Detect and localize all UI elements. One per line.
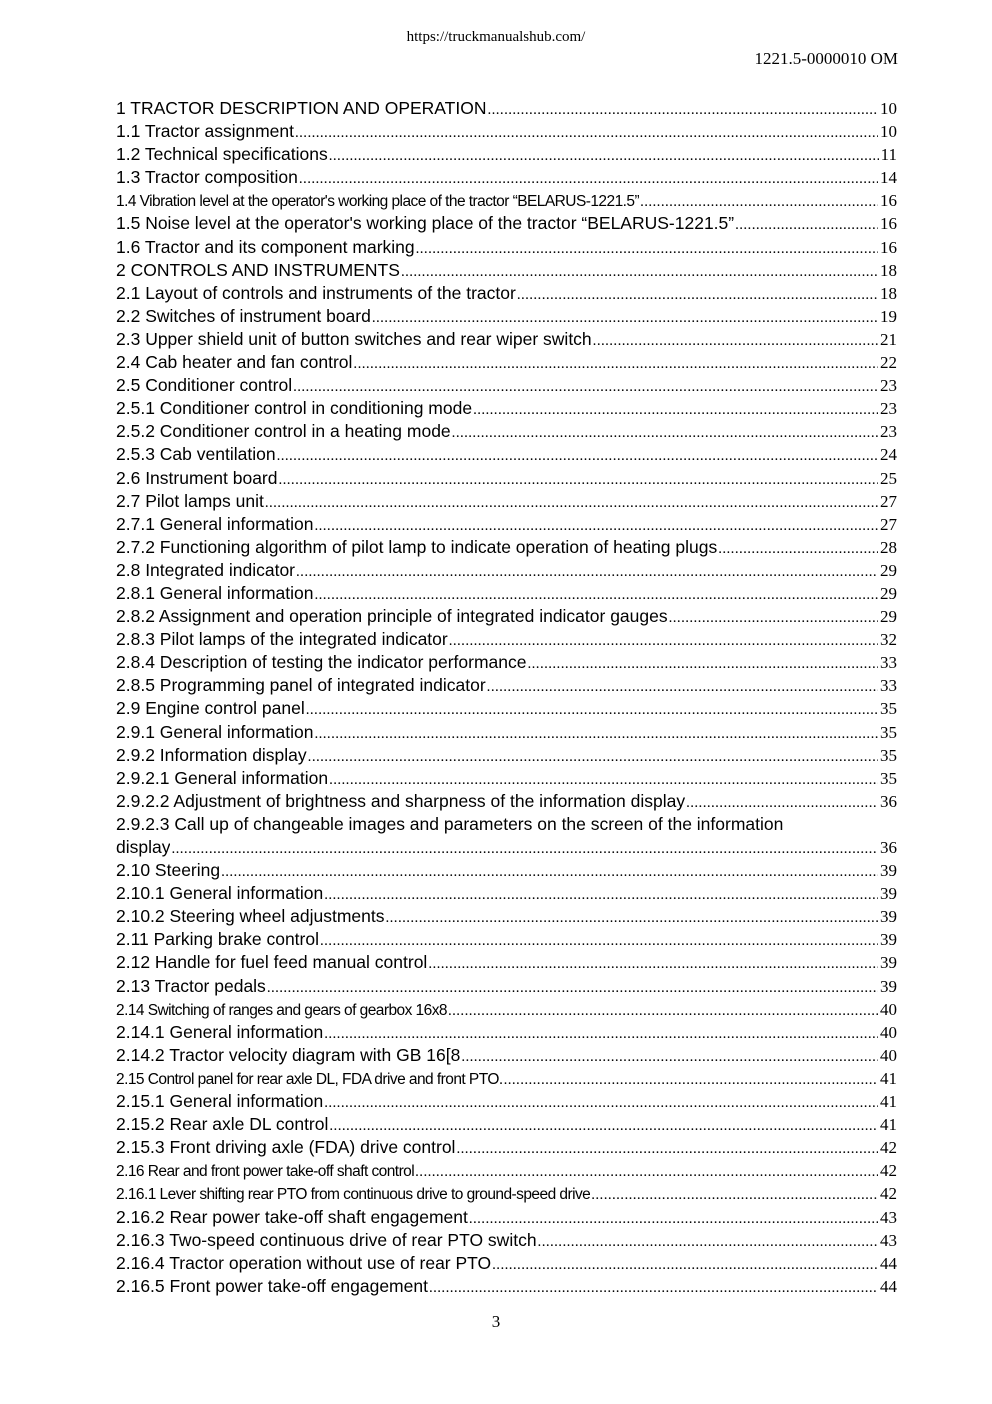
toc-entry-page: 29	[880, 607, 897, 627]
toc-dot-leader	[461, 1046, 878, 1069]
toc-entry-page: 33	[880, 676, 897, 696]
toc-entry-page: 39	[880, 953, 897, 973]
toc-entry-page: 16	[880, 214, 897, 234]
toc-dot-leader	[528, 653, 879, 676]
page-number: 3	[491, 1312, 501, 1331]
toc-entry-title: 2.7 Pilot lamps unit	[116, 490, 264, 511]
toc-dot-leader	[718, 538, 878, 561]
toc-entry[interactable]	[116, 120, 897, 143]
toc-entry-title: 2.13 Tractor pedals	[116, 975, 266, 996]
toc-entry-page: 23	[880, 399, 897, 419]
toc-entry[interactable]	[116, 1113, 897, 1136]
toc-dot-leader	[277, 445, 878, 468]
toc-entry-title: 2.8.1 General information	[116, 582, 314, 603]
toc-dot-leader	[299, 168, 878, 191]
toc-entry[interactable]	[116, 305, 897, 328]
toc-entry-page: 36	[880, 791, 897, 811]
toc-entry-title: 2.9.2.1 General information	[116, 767, 329, 788]
toc-entry[interactable]	[116, 1159, 897, 1182]
toc-entry-page: 39	[880, 930, 897, 950]
toc-entry-title: 2.8.5 Programming panel of integrated indicator	[116, 675, 486, 696]
toc-dot-leader	[401, 261, 878, 284]
toc-dot-leader	[456, 1138, 878, 1161]
toc-entry[interactable]	[116, 836, 897, 859]
toc-entry-title: 2.12 Handle for fuel feed manual control	[116, 952, 428, 973]
toc-entry-page: 39	[880, 884, 897, 904]
toc-entry-title: 2.5 Conditioner control	[116, 375, 293, 396]
toc-entry[interactable]	[116, 97, 897, 120]
toc-dot-leader	[320, 930, 878, 953]
toc-dot-leader	[221, 861, 878, 884]
toc-entry[interactable]	[116, 397, 897, 420]
toc-dot-leader	[487, 99, 878, 122]
toc-entry[interactable]	[116, 928, 897, 951]
toc-entry-page: 16	[880, 191, 897, 211]
toc-entry[interactable]	[116, 1206, 897, 1229]
toc-entry[interactable]	[116, 143, 897, 166]
toc-entry-title: 2.9.1 General information	[116, 721, 314, 742]
toc-entry-title: 2.8.3 Pilot lamps of the integrated indicator	[116, 629, 448, 650]
toc-entry-page: 40	[880, 1045, 897, 1065]
toc-entry[interactable]	[116, 674, 897, 697]
toc-entry[interactable]	[116, 1252, 897, 1275]
toc-entry-page: 11	[880, 145, 897, 165]
toc-entry-page: 32	[880, 630, 897, 650]
toc-entry-page: 35	[880, 699, 897, 719]
toc-dot-leader	[428, 953, 878, 976]
toc-entry[interactable]	[116, 374, 897, 397]
toc-dot-leader	[295, 122, 878, 145]
toc-entry-title: 2.8.4 Description of testing the indicator performance	[116, 652, 527, 673]
toc-dot-leader	[469, 1208, 878, 1231]
toc-dot-leader	[487, 676, 878, 699]
toc-entry-title: 2.16.3 Two-speed continuous drive of rear PTO switch	[116, 1229, 537, 1250]
toc-entry[interactable]	[116, 1275, 897, 1298]
toc-entry[interactable]	[116, 212, 897, 235]
toc-entry-page: 41	[880, 1115, 897, 1135]
toc-entry-page: 41	[880, 1092, 897, 1112]
toc-dot-leader	[640, 191, 878, 214]
toc-entry-title: 2.4 Cab heater and fan control	[116, 352, 353, 373]
toc-dot-leader	[429, 1277, 878, 1300]
toc-dot-leader	[452, 422, 878, 445]
toc-entry-page: 42	[880, 1138, 897, 1158]
toc-dot-leader	[473, 399, 878, 422]
toc-entry[interactable]	[116, 697, 897, 720]
toc-entry-page: 40	[880, 999, 897, 1019]
toc-entry-title: 2.9.2 Information display	[116, 744, 307, 765]
toc-dot-leader	[293, 376, 878, 399]
toc-dot-leader	[314, 515, 878, 538]
toc-entry[interactable]	[116, 651, 897, 674]
toc-entry-title: 2.15.2 Rear axle DL control	[116, 1114, 329, 1135]
toc-entry[interactable]	[116, 1182, 897, 1205]
toc-entry-title: 1.2 Technical specifications	[116, 144, 328, 165]
toc-entry[interactable]	[116, 236, 897, 259]
toc-entry-title: 2.2 Switches of instrument board	[116, 305, 371, 326]
toc-entry-page: 29	[880, 560, 897, 580]
toc-entry-title: 2.14.1 General information	[116, 1021, 324, 1042]
toc-entry-title: 2 CONTROLS AND INSTRUMENTS	[116, 259, 400, 280]
toc-dot-leader	[416, 238, 878, 261]
toc-entry-page: 21	[880, 329, 897, 349]
toc-dot-leader	[386, 907, 879, 930]
toc-entry[interactable]	[116, 882, 897, 905]
toc-entry-page: 39	[880, 976, 897, 996]
toc-entry-page: 43	[880, 1207, 897, 1227]
toc-entry-title: 2.9.2.2 Adjustment of brightness and sharpness of the information display	[116, 790, 686, 811]
toc-entry[interactable]	[116, 189, 897, 212]
toc-entry[interactable]	[116, 259, 897, 282]
toc-entry[interactable]	[116, 1067, 897, 1090]
toc-entry-title: 2.1 Layout of controls and instruments of the tractor	[116, 282, 516, 303]
toc-entry[interactable]	[116, 490, 897, 513]
toc-entry[interactable]	[116, 582, 897, 605]
toc-entry-title: 2.16.2 Rear power take-off shaft engagement	[116, 1206, 468, 1227]
toc-entry-title: 1 TRACTOR DESCRIPTION AND OPERATION	[116, 98, 487, 118]
toc-dot-leader	[267, 977, 878, 1000]
toc-entry[interactable]	[116, 443, 897, 466]
toc-entry-page: 35	[880, 745, 897, 765]
toc-entry[interactable]	[116, 767, 897, 790]
toc-entry-page: 35	[880, 722, 897, 742]
toc-entry[interactable]	[116, 467, 897, 490]
toc-dot-leader	[324, 1092, 878, 1115]
toc-entry-title: 2.7.1 General information	[116, 513, 314, 534]
toc-entry-page: 40	[880, 1022, 897, 1042]
toc-dot-leader	[669, 607, 878, 630]
toc-entry[interactable]	[116, 744, 897, 767]
toc-entry-page: 23	[880, 376, 897, 396]
toc-entry-title: 1.6 Tractor and its component marking	[116, 236, 415, 257]
toc-entry[interactable]	[116, 605, 897, 628]
toc-entry-page: 18	[880, 260, 897, 280]
toc-entry-page: 41	[880, 1068, 897, 1088]
toc-entry-title: 2.15.1 General information	[116, 1091, 324, 1112]
toc-entry-title: 2.9 Engine control panel	[116, 698, 305, 719]
toc-entry[interactable]	[116, 721, 897, 744]
toc-dot-leader	[593, 330, 878, 353]
toc-entry[interactable]	[116, 536, 897, 559]
toc-entry-title: 2.16 Rear and front power take-off shaft control	[116, 1163, 415, 1181]
toc-dot-leader	[278, 469, 878, 492]
toc-entry-page: 25	[880, 468, 897, 488]
toc-entry-page: 39	[880, 861, 897, 881]
toc-entry[interactable]	[116, 328, 897, 351]
toc-dot-leader	[314, 723, 878, 746]
toc-entry[interactable]	[116, 1090, 897, 1113]
toc-entry-title: 2.14.2 Tractor velocity diagram with GB 16[8	[116, 1044, 461, 1065]
toc-entry-title: 2.5.1 Conditioner control in conditioning mode	[116, 398, 473, 419]
toc-dot-leader	[265, 492, 878, 515]
toc-entry-page: 44	[880, 1276, 897, 1296]
toc-entry-title: 2.15 Control panel for rear axle DL, FDA drive and front PTO.	[116, 1070, 503, 1088]
toc-entry-page: 19	[880, 306, 897, 326]
toc-entry[interactable]	[116, 282, 897, 305]
toc-entry[interactable]	[116, 1136, 897, 1159]
toc-entry[interactable]	[116, 859, 897, 882]
toc-entry-page: 39	[880, 907, 897, 927]
toc-entry-page: 23	[880, 422, 897, 442]
toc-entry-page: 14	[880, 168, 897, 188]
toc-entry[interactable]	[116, 998, 897, 1021]
toc-entry-title: 2.8 Integrated indicator	[116, 559, 296, 580]
toc-dot-leader	[296, 561, 878, 584]
toc-entry-page: 36	[880, 838, 897, 857]
toc-entry[interactable]	[116, 351, 897, 374]
toc-entry-page: 29	[880, 583, 897, 603]
toc-entry-page: 42	[880, 1161, 897, 1181]
toc-entry-page: 10	[880, 122, 897, 142]
toc-entry-title: 2.10 Steering	[116, 860, 221, 881]
toc-entry-title: 1.1 Tractor assignment	[116, 121, 294, 142]
toc-entry-title: 2.15.3 Front driving axle (FDA) drive control	[116, 1137, 456, 1158]
toc-entry-page: 33	[880, 653, 897, 673]
toc-entry-title: 2.7.2 Functioning algorithm of pilot lamp to indicate operation of heating plugs	[116, 536, 718, 557]
toc-entry-page: 18	[880, 283, 897, 303]
toc-entry[interactable]	[116, 513, 897, 536]
toc-dot-leader	[449, 630, 878, 653]
toc-entry-page: 22	[880, 353, 897, 373]
toc-entry-title: 1.4 Vibration level at the operator's working place of the tractor “BELARUS-1221.5”	[116, 193, 640, 211]
toc-entry-page: 44	[880, 1253, 897, 1273]
toc-entry[interactable]	[116, 1044, 897, 1067]
toc-entry[interactable]	[116, 166, 897, 189]
toc-dot-leader	[517, 284, 878, 307]
toc-entry-page: 35	[880, 768, 897, 788]
toc-entry-title: 2.5.3 Cab ventilation	[116, 444, 276, 465]
toc-dot-leader	[504, 1069, 878, 1092]
toc-dot-leader	[314, 584, 878, 607]
toc-entry-title: 2.10.2 Steering wheel adjustments	[116, 906, 385, 927]
toc-dot-leader	[492, 1254, 878, 1277]
toc-entry-page: 16	[880, 237, 897, 257]
toc-dot-leader	[591, 1184, 878, 1207]
toc-entry-title: 2.3 Upper shield unit of button switches and rear wiper switch	[116, 328, 592, 349]
toc-entry-title: 2.14 Switching of ranges and gears of gearbox 16x8	[116, 1001, 447, 1019]
toc-entry-title: 2.16.1 Lever shifting rear PTO from continuous drive to ground-speed drive	[116, 1186, 591, 1204]
toc-entry-page: 10	[880, 99, 897, 118]
source-url: https://truckmanualshub.com/	[406, 29, 586, 45]
toc-entry-page: 42	[880, 1184, 897, 1204]
toc-entry-title: 2.9.2.3 Call up of changeable images and parameters on the screen of the information	[116, 813, 784, 834]
toc-dot-leader	[448, 1000, 878, 1023]
toc-entry-title: 2.16.4 Tractor operation without use of rear PTO	[116, 1252, 492, 1273]
toc-entry[interactable]	[116, 1229, 897, 1252]
toc-entry-title: 1.5 Noise level at the operator's working place of the tractor “BELARUS-1221.5”	[116, 213, 735, 234]
toc-entry[interactable]	[116, 975, 897, 998]
toc-dot-leader	[353, 353, 878, 376]
toc-entry[interactable]	[116, 1021, 897, 1044]
toc-dot-leader	[324, 1023, 878, 1046]
toc-entry-title: 2.6 Instrument board	[116, 467, 278, 488]
toc-dot-leader	[308, 746, 878, 769]
toc-entry-title: 2.10.1 General information	[116, 883, 324, 904]
toc-dot-leader	[415, 1161, 878, 1184]
toc-entry[interactable]	[116, 628, 897, 651]
toc-entry-title: 2.16.5 Front power take-off engagement	[116, 1275, 428, 1296]
toc-dot-leader	[171, 838, 878, 861]
toc-entry[interactable]	[116, 905, 897, 928]
toc-dot-leader	[329, 769, 878, 792]
toc-entry-title: display	[116, 837, 171, 857]
toc-entry-title: 1.3 Tractor composition	[116, 167, 298, 188]
toc-dot-leader	[329, 1115, 878, 1138]
toc-entry-page: 27	[880, 491, 897, 511]
toc-dot-leader	[735, 214, 878, 237]
toc-entry[interactable]	[116, 951, 897, 974]
toc-entry[interactable]	[116, 559, 897, 582]
toc-entry[interactable]	[116, 420, 897, 443]
toc-entry[interactable]	[116, 813, 897, 836]
toc-entry-title: 2.8.2 Assignment and operation principle of integrated indicator gauges	[116, 606, 668, 627]
toc-entry-page: 27	[880, 514, 897, 534]
toc-entry-page: 24	[880, 445, 897, 465]
toc-entry[interactable]	[116, 790, 897, 813]
toc-dot-leader	[372, 307, 878, 330]
toc-entry-title: 2.5.2 Conditioner control in a heating mode	[116, 421, 451, 442]
toc-dot-leader	[306, 699, 878, 722]
toc-entry-page: 43	[880, 1230, 897, 1250]
document-id: 1221.5-0000010 OM	[754, 49, 898, 68]
toc-entry-page: 28	[880, 537, 897, 557]
toc-dot-leader	[538, 1231, 878, 1254]
toc-dot-leader	[686, 792, 878, 815]
toc-dot-leader	[324, 884, 878, 907]
toc-dot-leader	[329, 145, 879, 168]
table-of-contents	[116, 97, 897, 1298]
toc-entry-title: 2.11 Parking brake control	[116, 929, 319, 950]
